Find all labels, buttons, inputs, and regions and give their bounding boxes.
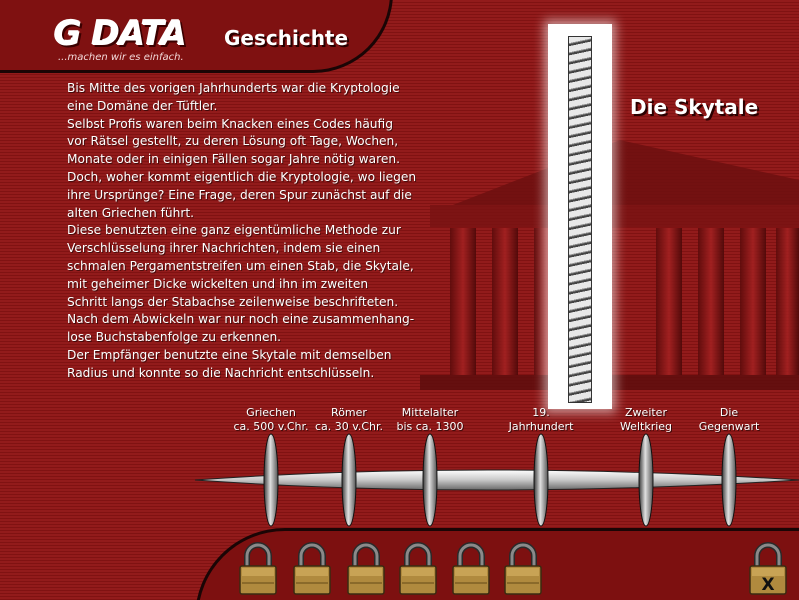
skytale-image-panel <box>548 24 612 409</box>
close-button[interactable] <box>748 540 788 596</box>
history-text-line: alten Griechen führt. <box>67 205 194 220</box>
padlock-icon[interactable] <box>238 540 278 596</box>
history-text-line: Radius und konnte so die Nachricht entschlüsseln. <box>67 365 375 380</box>
skytale-rod-image <box>568 36 592 403</box>
timeline <box>0 400 799 540</box>
era-date: Gegenwart <box>698 420 760 433</box>
era-date: ca. 500 v.Chr. <box>233 420 309 433</box>
timeline-marker[interactable] <box>639 434 653 526</box>
timeline-marker[interactable] <box>423 434 437 526</box>
era-date: bis ca. 1300 <box>396 420 464 433</box>
padlock-icon[interactable] <box>451 540 491 596</box>
era-name: Die <box>719 406 739 419</box>
skytale-title: Die Skytale <box>630 95 759 119</box>
era-name: Mittelalter <box>401 406 459 419</box>
section-title: Geschichte <box>224 26 349 50</box>
history-text-line: schmalen Pergamentstreifen um einen Stab, die Skytale, <box>67 258 414 273</box>
history-text-line: Schritt langs der Stabachse zeilenweise beschrifteten. <box>67 294 399 309</box>
era-name: Zweiter <box>625 406 667 419</box>
history-text-line: Selbst Profis waren beim Knacken eines Codes häufig <box>67 116 393 131</box>
timeline-marker[interactable] <box>342 434 356 526</box>
history-text-line: ihre Ursprünge? Eine Frage, deren Spur zunächst auf die <box>67 187 412 202</box>
timeline-era-label[interactable] <box>674 406 784 434</box>
history-text-line: Verschlüsselung ihrer Nachrichten, indem sie einen <box>67 241 381 256</box>
era-date: Jahrhundert <box>508 420 574 433</box>
era-name: Griechen <box>246 406 296 419</box>
close-x-label: X <box>761 575 775 595</box>
padlock-icon[interactable] <box>292 540 332 596</box>
history-text-line: vor Rätsel gestellt, zu deren Lösung oft Tage, Wochen, <box>67 134 399 149</box>
bottom-bar <box>195 528 799 600</box>
era-name: Römer <box>331 406 367 419</box>
timeline-era-label[interactable] <box>486 406 596 434</box>
timeline-era-label[interactable] <box>375 406 485 434</box>
era-name: 19. <box>532 406 550 419</box>
timeline-marker[interactable] <box>264 434 278 526</box>
padlock-icon[interactable] <box>346 540 386 596</box>
history-text-line: Monate oder in einigen Fällen sogar Jahre nötig waren. <box>67 152 400 167</box>
timeline-marker[interactable] <box>722 434 736 526</box>
history-text-line: Nach dem Abwickeln war nur noch eine zusammenhang- <box>67 312 415 327</box>
gdata-logo: G DATA <box>54 14 186 54</box>
history-text-line: mit geheimer Dicke wickelten und ihn im zweiten <box>67 276 369 291</box>
padlock-icon[interactable] <box>503 540 543 596</box>
padlock-icon[interactable] <box>398 540 438 596</box>
history-text-line: eine Domäne der Tüftler. <box>67 98 218 113</box>
history-text-line: Bis Mitte des vorigen Jahrhunderts war die Kryptologie <box>67 81 400 95</box>
logo-tagline: ...machen wir es einfach. <box>58 52 184 63</box>
history-text-line: Doch, woher kommt eigentlich die Kryptologie, wo liegen <box>67 169 417 184</box>
history-text-line: Der Empfänger benutzte eine Skytale mit demselben <box>67 347 392 362</box>
history-text <box>67 80 457 383</box>
timeline-marker[interactable] <box>534 434 548 526</box>
history-text-line: Diese benutzten eine ganz eigentümliche Methode zur <box>67 223 401 238</box>
history-text-line: lose Buchstabenfolge zu erkennen. <box>67 330 282 345</box>
era-date: Weltkrieg <box>619 420 673 433</box>
era-date: ca. 30 v.Chr. <box>314 420 384 433</box>
